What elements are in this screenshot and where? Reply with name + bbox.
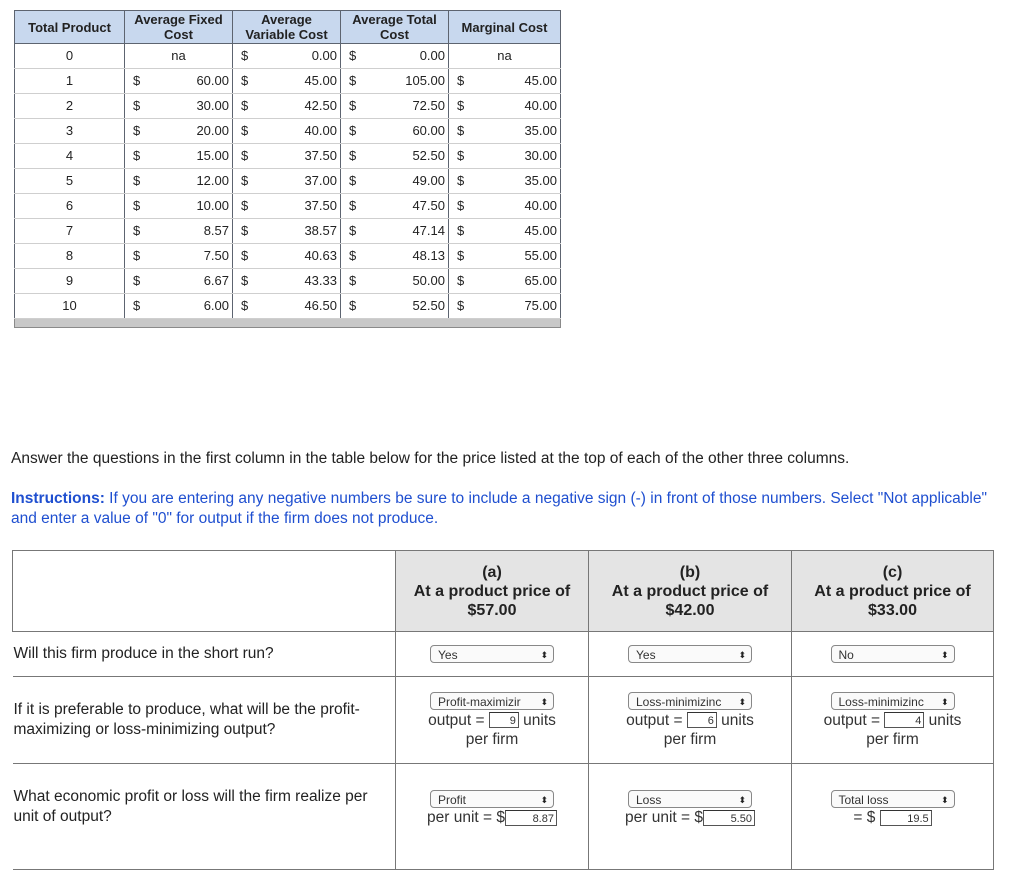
- avc-cell: 40.00: [263, 119, 341, 144]
- dollar-sign: $: [125, 69, 155, 94]
- dollar-sign: $: [341, 169, 371, 194]
- output-type-select-c[interactable]: [831, 692, 955, 710]
- per-firm-label: per firm: [663, 730, 717, 748]
- select-arrow-icon: ⬍: [940, 650, 949, 661]
- mc-cell: 35.00: [479, 119, 561, 144]
- atc-cell: 48.13: [371, 244, 449, 269]
- answer-header-blank: [13, 551, 396, 632]
- atc-cell: 0.00: [371, 44, 449, 69]
- col-a-price: $57.00: [467, 601, 517, 619]
- atc-cell: 105.00: [371, 69, 449, 94]
- profit-input-c[interactable]: 19.5: [880, 810, 932, 826]
- dollar-sign: $: [233, 69, 263, 94]
- select-arrow-icon: ⬍: [540, 794, 548, 805]
- dollar-sign: $: [125, 294, 155, 319]
- dollar-sign: $: [125, 269, 155, 294]
- answer-header-row: [13, 551, 994, 632]
- select-arrow-icon: ⬍: [738, 794, 746, 805]
- profit-type-c-value: Total loss: [838, 792, 889, 807]
- output-cell-c: [792, 677, 994, 764]
- header-afc: Average Fixed Cost: [125, 11, 233, 44]
- total-product-cell: 9: [15, 269, 125, 294]
- per-unit-label: per unit = $: [625, 809, 703, 826]
- dollar-sign: $: [125, 119, 155, 144]
- atc-cell: 47.50: [371, 194, 449, 219]
- dollar-sign: $: [341, 269, 371, 294]
- cost-table-footer: [15, 319, 561, 328]
- cost-table-row: [15, 94, 561, 119]
- col-b-letter: (b): [679, 563, 701, 581]
- cost-table-row: [15, 119, 561, 144]
- total-product-cell: 2: [15, 94, 125, 119]
- answer-table: [12, 550, 994, 870]
- dollar-sign: $: [341, 94, 371, 119]
- col-head-b: [589, 551, 792, 632]
- atc-cell: 49.00: [371, 169, 449, 194]
- cost-table: [14, 10, 561, 328]
- dollar-sign: $: [341, 44, 371, 69]
- output-type-select-b[interactable]: [628, 692, 752, 710]
- produce-select-a-value: Yes: [438, 648, 458, 663]
- dollar-sign: $: [449, 219, 479, 244]
- dollar-sign: $: [449, 194, 479, 219]
- col-b-price: $42.00: [665, 601, 715, 619]
- output-input-c[interactable]: 4: [884, 712, 924, 728]
- produce-select-b-value: Yes: [636, 648, 656, 663]
- output-type-b-value: Loss-minimizinc: [636, 695, 722, 710]
- dollar-sign: $: [449, 119, 479, 144]
- eq-dollar-label: = $: [853, 809, 876, 826]
- dollar-sign: $: [125, 244, 155, 269]
- produce-select-b[interactable]: [628, 645, 752, 663]
- per-firm-label: per firm: [866, 730, 919, 748]
- avc-cell: 42.50: [263, 94, 341, 119]
- per-firm-label: per firm: [465, 730, 519, 748]
- cost-table-row: [15, 219, 561, 244]
- total-product-cell: 4: [15, 144, 125, 169]
- output-input-b[interactable]: 6: [687, 712, 717, 728]
- avc-cell: 37.50: [263, 194, 341, 219]
- produce-select-c[interactable]: [831, 645, 955, 663]
- instructions-text: If you are entering any negative numbers be sure to include a negative sign (-) in front of those numbers. Select "Not applicable" and enter a value of "0" for output if the firm does not produce.: [11, 490, 987, 527]
- cost-table-row: [15, 44, 561, 69]
- cost-table-row: [15, 244, 561, 269]
- profit-question: What economic profit or loss will the firm realize per unit of output?: [13, 764, 396, 870]
- total-product-cell: 6: [15, 194, 125, 219]
- units-label: units: [721, 711, 754, 729]
- cost-table-row: [15, 69, 561, 94]
- dollar-sign: $: [233, 294, 263, 319]
- units-label: units: [928, 711, 962, 729]
- atc-cell: 60.00: [371, 119, 449, 144]
- avc-cell: 37.50: [263, 144, 341, 169]
- dollar-sign: $: [233, 219, 263, 244]
- profit-type-select-a[interactable]: [430, 790, 554, 808]
- profit-input-a[interactable]: 8.87: [505, 810, 557, 826]
- output-cell-a: [396, 677, 589, 764]
- col-head-c: [792, 551, 994, 632]
- cost-table-row: [15, 194, 561, 219]
- dollar-sign: $: [449, 269, 479, 294]
- instructions-label: Instructions:: [11, 490, 105, 507]
- produce-select-a[interactable]: [430, 645, 554, 663]
- avc-cell: 46.50: [263, 294, 341, 319]
- dollar-sign: $: [233, 44, 263, 69]
- dollar-sign: $: [233, 144, 263, 169]
- total-product-cell: 10: [15, 294, 125, 319]
- col-c-price: $33.00: [868, 601, 917, 619]
- afc-cell: 8.57: [155, 219, 233, 244]
- avc-cell: 40.63: [263, 244, 341, 269]
- produce-select-c-value: No: [838, 648, 854, 663]
- dollar-sign: $: [125, 219, 155, 244]
- avc-cell: 45.00: [263, 69, 341, 94]
- select-arrow-icon: ⬍: [738, 697, 746, 708]
- col-c-letter: (c): [882, 563, 903, 581]
- output-question: If it is preferable to produce, what will be the profit-maximizing or loss-minimizing output?: [13, 677, 396, 764]
- dollar-sign: $: [233, 194, 263, 219]
- dollar-sign: $: [233, 269, 263, 294]
- atc-cell: 47.14: [371, 219, 449, 244]
- mc-cell: 65.00: [479, 269, 561, 294]
- header-avc: Average Variable Cost: [233, 11, 341, 44]
- dollar-sign: $: [449, 169, 479, 194]
- mc-cell: 45.00: [479, 69, 561, 94]
- col-head-a: [396, 551, 589, 632]
- header-mc: Marginal Cost: [449, 11, 561, 44]
- total-product-cell: 3: [15, 119, 125, 144]
- col-a-label: At a product price of: [413, 582, 571, 600]
- avc-cell: 0.00: [263, 44, 341, 69]
- select-arrow-icon: ⬍: [940, 794, 949, 805]
- col-a-letter: (a): [482, 563, 502, 581]
- atc-cell: 50.00: [371, 269, 449, 294]
- per-unit-label: per unit = $: [427, 809, 505, 826]
- output-prefix: output =: [823, 711, 881, 729]
- output-prefix: output =: [626, 711, 683, 729]
- avc-cell: 37.00: [263, 169, 341, 194]
- mc-cell: 45.00: [479, 219, 561, 244]
- dollar-sign: $: [449, 294, 479, 319]
- output-cell-b: [589, 677, 792, 764]
- mc-cell: na: [449, 44, 561, 69]
- units-label: units: [523, 711, 556, 729]
- output-type-select-a[interactable]: [430, 692, 554, 710]
- cost-table-header: [15, 11, 561, 44]
- cost-table-row: [15, 294, 561, 319]
- total-product-cell: 1: [15, 69, 125, 94]
- output-row: [13, 677, 994, 764]
- output-type-c-value: Loss-minimizinc: [838, 695, 924, 710]
- select-arrow-icon: ⬍: [540, 697, 548, 708]
- dollar-sign: $: [125, 169, 155, 194]
- cost-table-row: [15, 144, 561, 169]
- dollar-sign: $: [341, 119, 371, 144]
- dollar-sign: $: [449, 94, 479, 119]
- total-product-cell: 0: [15, 44, 125, 69]
- dollar-sign: $: [125, 194, 155, 219]
- profit-row: [13, 764, 994, 870]
- atc-cell: 52.50: [371, 294, 449, 319]
- dollar-sign: $: [341, 294, 371, 319]
- question-text: Answer the questions in the first column in the table below for the price listed at the top of each of the other three columns.: [11, 450, 850, 467]
- afc-cell: 60.00: [155, 69, 233, 94]
- dollar-sign: $: [341, 144, 371, 169]
- produce-row: [13, 632, 994, 677]
- dollar-sign: $: [233, 169, 263, 194]
- afc-cell: 15.00: [155, 144, 233, 169]
- avc-cell: 43.33: [263, 269, 341, 294]
- cost-table-footer-bar: [15, 319, 561, 328]
- total-product-cell: 8: [15, 244, 125, 269]
- produce-cell-a: [396, 632, 589, 677]
- mc-cell: 30.00: [479, 144, 561, 169]
- total-product-cell: 5: [15, 169, 125, 194]
- profit-type-select-c[interactable]: [831, 790, 955, 808]
- header-total-product: Total Product: [15, 11, 125, 44]
- output-type-a-value: Profit-maximizir: [438, 695, 521, 710]
- profit-type-select-b[interactable]: [628, 790, 752, 808]
- dollar-sign: $: [125, 94, 155, 119]
- mc-cell: 40.00: [479, 94, 561, 119]
- profit-cell-a: [396, 764, 589, 870]
- produce-question: Will this firm produce in the short run?: [13, 632, 396, 677]
- mc-cell: 55.00: [479, 244, 561, 269]
- dollar-sign: $: [125, 144, 155, 169]
- dollar-sign: $: [233, 94, 263, 119]
- afc-cell: 12.00: [155, 169, 233, 194]
- dollar-sign: $: [449, 144, 479, 169]
- avc-cell: 38.57: [263, 219, 341, 244]
- select-arrow-icon: ⬍: [940, 697, 949, 708]
- atc-cell: 72.50: [371, 94, 449, 119]
- output-prefix: output =: [428, 711, 485, 729]
- select-arrow-icon: ⬍: [738, 650, 746, 661]
- mc-cell: 75.00: [479, 294, 561, 319]
- afc-cell: 10.00: [155, 194, 233, 219]
- profit-type-a-value: Profit: [438, 792, 467, 807]
- col-b-label: At a product price of: [611, 582, 769, 600]
- mc-cell: 40.00: [479, 194, 561, 219]
- profit-cell-b: [589, 764, 792, 870]
- dollar-sign: $: [233, 119, 263, 144]
- dollar-sign: $: [449, 69, 479, 94]
- select-arrow-icon: ⬍: [540, 650, 548, 661]
- header-atc: Average Total Cost: [341, 11, 449, 44]
- afc-cell: 6.67: [155, 269, 233, 294]
- produce-cell-b: [589, 632, 792, 677]
- dollar-sign: $: [341, 69, 371, 94]
- dollar-sign: $: [449, 244, 479, 269]
- dollar-sign: $: [233, 244, 263, 269]
- atc-cell: 52.50: [371, 144, 449, 169]
- afc-cell: 20.00: [155, 119, 233, 144]
- cost-table-row: [15, 269, 561, 294]
- dollar-sign: $: [341, 194, 371, 219]
- mc-cell: 35.00: [479, 169, 561, 194]
- cost-table-row: [15, 169, 561, 194]
- afc-cell: 30.00: [155, 94, 233, 119]
- profit-type-b-value: Loss: [636, 792, 662, 807]
- profit-cell-c: [792, 764, 994, 870]
- afc-cell: 7.50: [155, 244, 233, 269]
- output-input-a[interactable]: 9: [489, 712, 519, 728]
- afc-cell: 6.00: [155, 294, 233, 319]
- dollar-sign: $: [341, 244, 371, 269]
- total-product-cell: 7: [15, 219, 125, 244]
- col-c-label: At a product price of: [814, 582, 971, 600]
- instructions: [11, 489, 1001, 529]
- dollar-sign: $: [341, 219, 371, 244]
- produce-cell-c: [792, 632, 994, 677]
- profit-input-b[interactable]: 5.50: [703, 810, 755, 826]
- afc-cell: na: [125, 44, 233, 69]
